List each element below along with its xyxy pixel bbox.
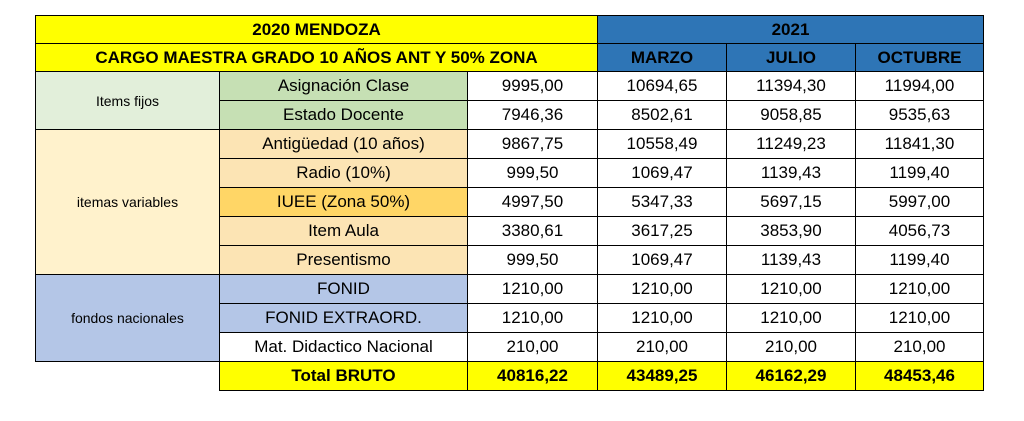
cell-marzo: 1210,00: [598, 304, 727, 333]
group-label: Items fijos: [36, 72, 220, 130]
item-label: Asignación Clase: [220, 72, 468, 101]
total-octubre: 48453,46: [856, 362, 984, 391]
total-row: [36, 362, 984, 391]
header-month: MARZO: [598, 44, 727, 72]
total-2020: 40816,22: [468, 362, 598, 391]
cell-octubre: 1210,00: [856, 304, 984, 333]
item-label: FONID: [220, 275, 468, 304]
table-row: [36, 72, 984, 101]
cell-julio: 210,00: [727, 333, 856, 362]
cell-2020: 7946,36: [468, 101, 598, 130]
table-row: [36, 130, 984, 159]
cell-julio: 5697,15: [727, 188, 856, 217]
item-label: Item Aula: [220, 217, 468, 246]
table-row: [36, 275, 984, 304]
cell-2020: 999,50: [468, 246, 598, 275]
cell-octubre: 1199,40: [856, 159, 984, 188]
cell-octubre: 4056,73: [856, 217, 984, 246]
cell-julio: 1210,00: [727, 275, 856, 304]
cell-2020: 3380,61: [468, 217, 598, 246]
total-julio: 46162,29: [727, 362, 856, 391]
item-label: IUEE (Zona 50%): [220, 188, 468, 217]
cell-julio: 1210,00: [727, 304, 856, 333]
cell-julio: 3853,90: [727, 217, 856, 246]
cell-octubre: 11994,00: [856, 72, 984, 101]
cell-marzo: 1210,00: [598, 275, 727, 304]
group-label: itemas variables: [36, 130, 220, 275]
blank-cell: [36, 362, 220, 391]
cell-octubre: 1199,40: [856, 246, 984, 275]
header-month: JULIO: [727, 44, 856, 72]
cell-marzo: 10558,49: [598, 130, 727, 159]
group-label: fondos nacionales: [36, 275, 220, 362]
cell-julio: 9058,85: [727, 101, 856, 130]
cell-marzo: 8502,61: [598, 101, 727, 130]
cell-2020: 1210,00: [468, 275, 598, 304]
cell-2020: 4997,50: [468, 188, 598, 217]
total-marzo: 43489,25: [598, 362, 727, 391]
header-left-title: 2020 MENDOZA: [36, 16, 598, 44]
cell-octubre: 1210,00: [856, 275, 984, 304]
item-label: Presentismo: [220, 246, 468, 275]
item-label: Radio (10%): [220, 159, 468, 188]
cell-octubre: 5997,00: [856, 188, 984, 217]
header-left-subtitle: CARGO MAESTRA GRADO 10 AÑOS ANT Y 50% ZONA: [36, 44, 598, 72]
cell-2020: 9867,75: [468, 130, 598, 159]
cell-marzo: 1069,47: [598, 246, 727, 275]
item-label: Mat. Didactico Nacional: [220, 333, 468, 362]
cell-2020: 999,50: [468, 159, 598, 188]
cell-2020: 1210,00: [468, 304, 598, 333]
cell-marzo: 1069,47: [598, 159, 727, 188]
cell-julio: 11394,30: [727, 72, 856, 101]
cell-julio: 1139,43: [727, 246, 856, 275]
salary-table: [35, 15, 984, 391]
cell-julio: 1139,43: [727, 159, 856, 188]
total-label: Total BRUTO: [220, 362, 468, 391]
cell-marzo: 5347,33: [598, 188, 727, 217]
cell-octubre: 11841,30: [856, 130, 984, 159]
item-label: Antigüedad (10 años): [220, 130, 468, 159]
cell-marzo: 10694,65: [598, 72, 727, 101]
cell-marzo: 210,00: [598, 333, 727, 362]
item-label: Estado Docente: [220, 101, 468, 130]
cell-2020: 9995,00: [468, 72, 598, 101]
cell-2020: 210,00: [468, 333, 598, 362]
cell-marzo: 3617,25: [598, 217, 727, 246]
cell-julio: 11249,23: [727, 130, 856, 159]
header-year: 2021: [598, 16, 984, 44]
item-label: FONID EXTRAORD.: [220, 304, 468, 333]
header-month: OCTUBRE: [856, 44, 984, 72]
cell-octubre: 210,00: [856, 333, 984, 362]
cell-octubre: 9535,63: [856, 101, 984, 130]
